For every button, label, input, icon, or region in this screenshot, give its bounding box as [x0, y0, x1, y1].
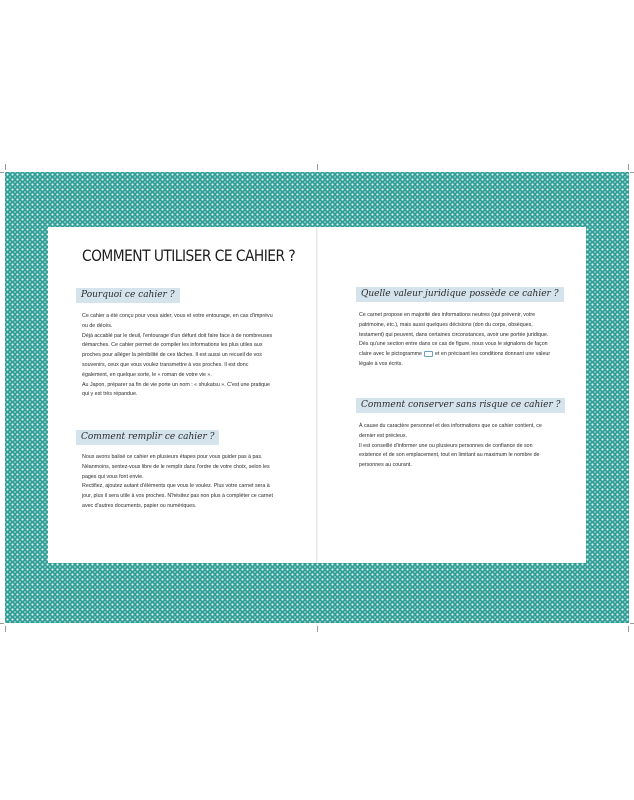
- section-heading-conserver: Comment conserver sans risque ce cahier ?: [356, 398, 565, 413]
- paragraph: À cause du caractère personnel et des informations que ce cahier contient, ce dernier est précieux.: [359, 423, 542, 439]
- paragraph: Déjà accablé par le deuil, l'entourage d'un défunt doit faire face à de nombreuses démarches. Ce cahier permet de compiler les informations les plus utiles aux proches pour alléger la pénibilité de ces tâches. Il est aussi un recueil de vos souvenirs, ceux que vous voulez transmettre à vos proches. Il est donc également, en quelque sorte, le « roman de votre vie ».: [82, 332, 273, 378]
- crop-mark: [5, 164, 6, 170]
- paragraph: Rectifiez, ajoutez autant d'éléments que vous le voulez. Plus votre carnet sera à jour, plus il sera utile à vos proches. N'hésitez pas non plus à compléter ce carnet avec d'autres documents, papier ou numériques.: [82, 483, 273, 509]
- paragraph: Au Japon, préparer sa fin de vie porte un nom : « shukatsu ». C'est une pratique qui y est très répandue.: [82, 381, 270, 398]
- page-title: COMMENT UTILISER CE CAHIER ?: [82, 246, 296, 265]
- section-body-pourquoi: [82, 312, 276, 400]
- right-page: [318, 227, 586, 563]
- crop-mark: [317, 164, 318, 170]
- crop-mark: [5, 626, 6, 632]
- paragraph: Nous avons balisé ce cahier en plusieurs étapes pour vous guider pas à pas. Néanmoins, sentez-vous libre de le remplir dans l'ordre de votre choix, selon les pages qui vous font envie.: [82, 454, 270, 480]
- page-gutter: [316, 227, 318, 563]
- paragraph: Ce carnet propose en majorité des informations neutres (qui prévenir, votre patrimoine, etc.), mais aussi quelques décisions (don du corps, obsèques, testament) qui peuvent, dans certaines circonstances, avoir une portée juridique.: [359, 312, 549, 338]
- paragraph-pictogram: [359, 340, 553, 369]
- crop-mark: [0, 623, 4, 624]
- section-heading-remplir: Comment remplir ce cahier ?: [76, 430, 219, 445]
- crop-mark: [0, 172, 4, 173]
- section-heading-pourquoi: Pourquoi ce cahier ?: [76, 288, 180, 303]
- crop-mark: [628, 626, 629, 632]
- section-body-conserver: [359, 422, 553, 471]
- crop-mark: [628, 164, 629, 170]
- section-body-valeur-juridique: [359, 311, 553, 370]
- crop-mark: [630, 623, 634, 624]
- section-heading-valeur-juridique: Quelle valeur juridique possède ce cahier ?: [356, 287, 564, 302]
- paragraph-part: Dès qu'une section entre dans ce cas de figure, nous vous le signalons de façon claire avec le pictogramme: [359, 341, 548, 358]
- crop-mark: [630, 172, 634, 173]
- paragraph-part: et en précisant les conditions donnant une valeur légale à vos écrits.: [359, 351, 551, 367]
- paragraph: Il est conseillé d'informer une ou plusieurs personnes de confiance de son existence et de son emplacement, tout en limitant au maximum le nombre de personnes au courant.: [359, 442, 540, 469]
- paragraph: Ce cahier a été conçu pour vous aider, vous et votre entourage, en cas d'imprévu ou de décès.: [82, 313, 273, 329]
- legal-pictogram-icon: [424, 351, 433, 357]
- section-body-remplir: [82, 453, 276, 512]
- crop-mark: [317, 626, 318, 632]
